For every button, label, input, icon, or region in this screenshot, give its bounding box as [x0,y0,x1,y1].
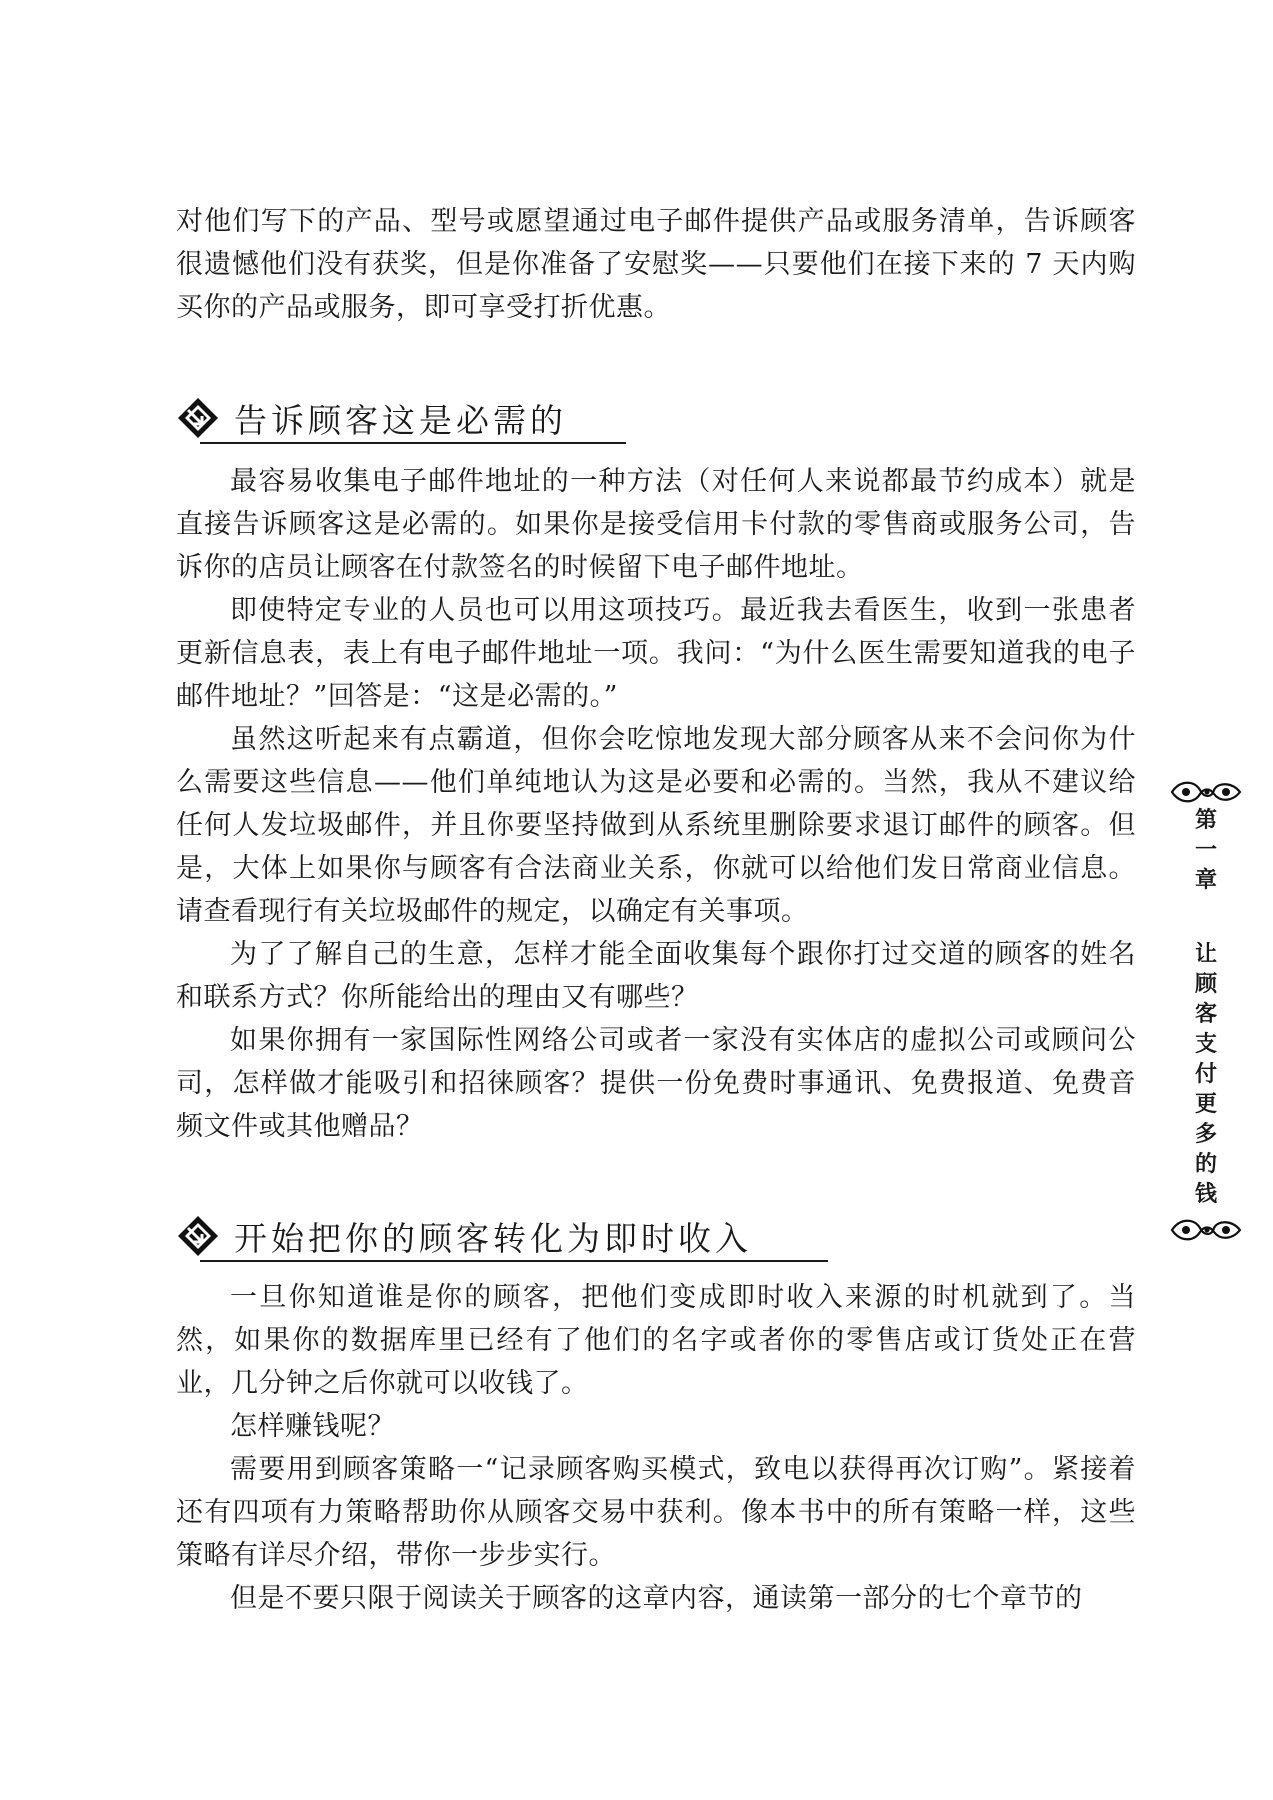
scroll-ornament-icon [1166,778,1246,806]
chapter-title-char: 付 [1194,1062,1217,1087]
chapter-title-char: 的 [1194,1152,1217,1177]
chapter-title-char: 多 [1194,1122,1217,1147]
chapter-title-char: 更 [1194,1092,1217,1117]
paragraph: 一旦你知道谁是你的顾客，把他们变成即时收入来源的时机就到了。当然，如果你的数据库里已经有了他们的名字或者你的零售店或订货处正在营业，几分钟之后你就可以收钱了。 [176,1282,1136,1399]
section2-body [176,1276,1136,1620]
section1-body [176,460,1136,1148]
chapter-title-char: 让 [1194,942,1217,967]
paragraph: 虽然这听起来有点霸道，但你会吃惊地发现大部分顾客从来不会问你为什么需要这些信息——他们单纯地认为这是必要和必需的。当然，我从不建议给任何人发垃圾邮件，并且你要坚持做到从系统里删除要求退订邮件的顾客。但是，大体上如果你与顾客有合法商业关系，你就可以给他们发日常商业信息。请查看现行有关垃圾邮件的规定，以确定有关事项。 [176,724,1136,927]
paragraph: 最容易收集电子邮件地址的一种方法（对任何人来说都最节约成本）就是直接告诉顾客这是必需的。如果你是接受信用卡付款的零售商或服务公司，告诉你的店员让顾客在付款签名的时候留下电子邮件地址。 [176,466,1136,583]
chapter-title-char: 顾 [1194,972,1217,997]
section-title: 开始把你的顾客转化为即时收入 [234,1218,752,1258]
chapter-char: 章 [1194,868,1217,893]
chapter-title-char: 钱 [1194,1182,1217,1207]
paragraph: 需要用到顾客策略一“记录顾客购买模式，致电以获得再次订购”。紧接着还有四项有力策略帮助你从顾客交易中获利。像本书中的所有策略一样，这些策略有详尽介绍，带你一步步实行。 [176,1454,1136,1571]
chapter-label [1166,806,1246,1210]
chapter-title-char: 支 [1194,1032,1217,1057]
diamond-arrow-icon [176,396,220,440]
chapter-char: 第 [1194,808,1217,833]
section-heading-1 [176,388,567,448]
section-underline [200,1260,828,1262]
chapter-char: 一 [1194,838,1217,863]
paragraph: 对他们写下的产品、型号或愿望通过电子邮件提供产品或服务清单，告诉顾客很遗憾他们没有获奖，但是你准备了安慰奖——只要他们在接下来的 7 天内购买你的产品或服务，即可享受打折优惠。 [176,206,1136,323]
paragraph: 怎样赚钱呢？ [230,1411,395,1442]
diamond-arrow-icon [176,1214,220,1258]
paragraph: 如果你拥有一家国际性网络公司或者一家没有实体店的虚拟公司或顾问公司，怎样做才能吸引和招徕顾客？提供一份免费时事通讯、免费报道、免费音频文件或其他赠品？ [176,1025,1136,1142]
section-heading-2 [176,1206,752,1266]
scroll-ornament-icon [1166,1216,1246,1244]
chapter-side-tab [1166,778,1246,1207]
paragraph: 为了了解自己的生意，怎样才能全面收集每个跟你打过交道的顾客的姓名和联系方式？你所能给出的理由又有哪些？ [176,939,1136,1013]
top-text-block [176,200,1136,329]
section-title: 告诉顾客这是必需的 [234,400,567,440]
paragraph: 即使特定专业的人员也可以用这项技巧。最近我去看医生，收到一张患者更新信息表，表上有电子邮件地址一项。我问：“为什么医生需要知道我的电子邮件地址？”回答是：“这是必需的。” [176,595,1136,712]
paragraph: 但是不要只限于阅读关于顾客的这章内容，通读第一部分的七个章节的 [230,1583,1083,1614]
chapter-title-char: 客 [1194,1002,1217,1027]
section-underline [200,442,626,444]
